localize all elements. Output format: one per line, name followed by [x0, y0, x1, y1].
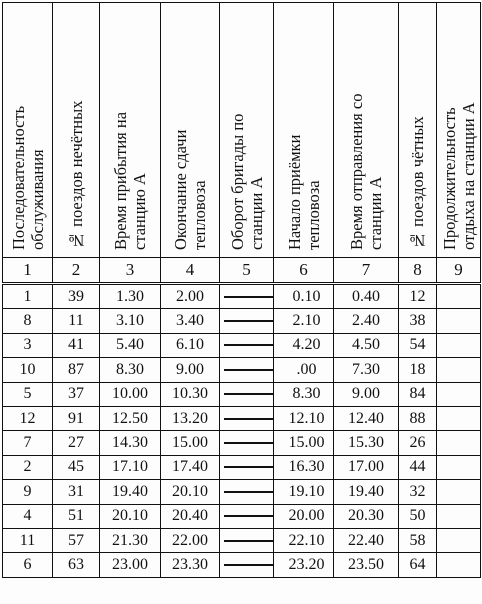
cell-arrival: 12.50	[100, 406, 161, 430]
cell-crew-turnover	[220, 406, 274, 430]
column-number: 2	[53, 258, 100, 284]
table-row	[3, 406, 481, 430]
cell-departure: 22.40	[334, 528, 399, 552]
cell-order: 1	[3, 284, 53, 309]
header-takeover-start: Начало приёмки тепловоза	[274, 3, 334, 258]
table-row	[3, 382, 481, 406]
table-row	[3, 504, 481, 528]
cell-takeover-start: 20.00	[274, 504, 334, 528]
header-even-train: № поездов чётных	[399, 3, 437, 258]
cell-handover-end: 20.40	[161, 504, 220, 528]
cell-crew-turnover	[220, 528, 274, 552]
cell-takeover-start: 0.10	[274, 284, 334, 309]
cell-even-train: 50	[399, 504, 437, 528]
cell-rest-duration	[437, 480, 481, 504]
cell-takeover-start: .00	[274, 358, 334, 382]
cell-order: 2	[3, 455, 53, 479]
turnover-arrow-icon	[224, 344, 274, 346]
cell-odd-train: 63	[53, 553, 100, 577]
cell-departure: 0.40	[334, 284, 399, 309]
cell-crew-turnover	[220, 309, 274, 333]
cell-even-train: 88	[399, 406, 437, 430]
cell-handover-end: 9.00	[161, 358, 220, 382]
cell-rest-duration	[437, 284, 481, 309]
table-row	[3, 553, 481, 577]
cell-crew-turnover	[220, 480, 274, 504]
cell-crew-turnover	[220, 455, 274, 479]
cell-even-train: 18	[399, 358, 437, 382]
cell-handover-end: 20.10	[161, 480, 220, 504]
cell-departure: 19.40	[334, 480, 399, 504]
turnover-arrow-icon	[224, 418, 274, 420]
cell-even-train: 58	[399, 528, 437, 552]
cell-crew-turnover	[220, 284, 274, 309]
cell-takeover-start: 4.20	[274, 333, 334, 357]
cell-order: 9	[3, 480, 53, 504]
header-departure: Время отправления со станции А	[334, 3, 399, 258]
table-row	[3, 455, 481, 479]
cell-rest-duration	[437, 504, 481, 528]
cell-arrival: 5.40	[100, 333, 161, 357]
column-number: 7	[334, 258, 399, 284]
cell-even-train: 26	[399, 431, 437, 455]
turnover-arrow-icon	[224, 320, 274, 322]
table-row	[3, 309, 481, 333]
cell-rest-duration	[437, 333, 481, 357]
turnover-arrow-icon	[224, 540, 274, 542]
cell-departure: 20.30	[334, 504, 399, 528]
cell-crew-turnover	[220, 382, 274, 406]
turnover-arrow-icon	[224, 442, 274, 444]
header-crew-turnover: Оборот бригады по станции А	[220, 3, 274, 258]
header-rest-duration: Продолжительность отдыха на станции А	[437, 3, 481, 258]
cell-order: 5	[3, 382, 53, 406]
turnover-arrow-icon	[224, 296, 274, 298]
cell-odd-train: 31	[53, 480, 100, 504]
header-odd-train: № поездов нечётных	[53, 3, 100, 258]
header-row	[3, 3, 481, 258]
cell-odd-train: 91	[53, 406, 100, 430]
cell-order: 7	[3, 431, 53, 455]
cell-takeover-start: 12.10	[274, 406, 334, 430]
cell-rest-duration	[437, 431, 481, 455]
cell-rest-duration	[437, 528, 481, 552]
column-number: 5	[220, 258, 274, 284]
cell-handover-end: 17.40	[161, 455, 220, 479]
turnover-arrow-icon	[224, 515, 274, 517]
cell-handover-end: 15.00	[161, 431, 220, 455]
cell-takeover-start: 8.30	[274, 382, 334, 406]
turnover-arrow-icon	[224, 466, 274, 468]
column-number: 8	[399, 258, 437, 284]
cell-takeover-start: 2.10	[274, 309, 334, 333]
turnover-arrow-icon	[224, 369, 274, 371]
cell-even-train: 84	[399, 382, 437, 406]
cell-handover-end: 13.20	[161, 406, 220, 430]
column-number-row	[3, 258, 481, 284]
table-row	[3, 358, 481, 382]
table-row	[3, 284, 481, 309]
cell-arrival: 3.10	[100, 309, 161, 333]
cell-handover-end: 6.10	[161, 333, 220, 357]
cell-departure: 2.40	[334, 309, 399, 333]
cell-rest-duration	[437, 382, 481, 406]
cell-arrival: 17.10	[100, 455, 161, 479]
cell-takeover-start: 23.20	[274, 553, 334, 577]
cell-odd-train: 37	[53, 382, 100, 406]
cell-handover-end: 23.30	[161, 553, 220, 577]
cell-arrival: 1.30	[100, 284, 161, 309]
cell-odd-train: 27	[53, 431, 100, 455]
cell-crew-turnover	[220, 333, 274, 357]
cell-takeover-start: 22.10	[274, 528, 334, 552]
cell-arrival: 21.30	[100, 528, 161, 552]
cell-even-train: 12	[399, 284, 437, 309]
cell-even-train: 54	[399, 333, 437, 357]
header-arrival: Время прибытия на станцию А	[100, 3, 161, 258]
column-number: 6	[274, 258, 334, 284]
cell-even-train: 44	[399, 455, 437, 479]
cell-odd-train: 87	[53, 358, 100, 382]
cell-odd-train: 51	[53, 504, 100, 528]
cell-handover-end: 22.00	[161, 528, 220, 552]
cell-rest-duration	[437, 358, 481, 382]
cell-rest-duration	[437, 309, 481, 333]
cell-odd-train: 41	[53, 333, 100, 357]
cell-departure: 9.00	[334, 382, 399, 406]
cell-departure: 15.30	[334, 431, 399, 455]
cell-arrival: 14.30	[100, 431, 161, 455]
column-number: 3	[100, 258, 161, 284]
cell-even-train: 32	[399, 480, 437, 504]
table-row	[3, 431, 481, 455]
cell-arrival: 8.30	[100, 358, 161, 382]
cell-arrival: 19.40	[100, 480, 161, 504]
cell-handover-end: 2.00	[161, 284, 220, 309]
cell-odd-train: 45	[53, 455, 100, 479]
cell-order: 6	[3, 553, 53, 577]
cell-odd-train: 39	[53, 284, 100, 309]
cell-order: 10	[3, 358, 53, 382]
cell-odd-train: 11	[53, 309, 100, 333]
column-number: 1	[3, 258, 53, 284]
cell-handover-end: 3.40	[161, 309, 220, 333]
table-row	[3, 528, 481, 552]
header-handover-end: Окончание сдачи тепловоза	[161, 3, 220, 258]
cell-rest-duration	[437, 406, 481, 430]
cell-order: 11	[3, 528, 53, 552]
table-row	[3, 480, 481, 504]
turnover-arrow-icon	[224, 491, 274, 493]
cell-takeover-start: 19.10	[274, 480, 334, 504]
cell-rest-duration	[437, 455, 481, 479]
cell-arrival: 10.00	[100, 382, 161, 406]
cell-order: 4	[3, 504, 53, 528]
column-number: 4	[161, 258, 220, 284]
cell-crew-turnover	[220, 553, 274, 577]
cell-departure: 23.50	[334, 553, 399, 577]
turnover-arrow-icon	[224, 564, 274, 566]
cell-departure: 12.40	[334, 406, 399, 430]
cell-departure: 7.30	[334, 358, 399, 382]
cell-rest-duration	[437, 553, 481, 577]
cell-order: 3	[3, 333, 53, 357]
turnover-arrow-icon	[224, 393, 274, 395]
cell-even-train: 64	[399, 553, 437, 577]
cell-even-train: 38	[399, 309, 437, 333]
table-row	[3, 333, 481, 357]
cell-departure: 17.00	[334, 455, 399, 479]
cell-crew-turnover	[220, 358, 274, 382]
cell-takeover-start: 15.00	[274, 431, 334, 455]
cell-crew-turnover	[220, 431, 274, 455]
cell-arrival: 20.10	[100, 504, 161, 528]
crew-turnover-table	[2, 2, 481, 578]
cell-order: 12	[3, 406, 53, 430]
cell-odd-train: 57	[53, 528, 100, 552]
cell-handover-end: 10.30	[161, 382, 220, 406]
cell-departure: 4.50	[334, 333, 399, 357]
cell-order: 8	[3, 309, 53, 333]
header-order: Последовательность обслуживания	[3, 3, 53, 258]
column-number: 9	[437, 258, 481, 284]
cell-takeover-start: 16.30	[274, 455, 334, 479]
cell-arrival: 23.00	[100, 553, 161, 577]
cell-crew-turnover	[220, 504, 274, 528]
